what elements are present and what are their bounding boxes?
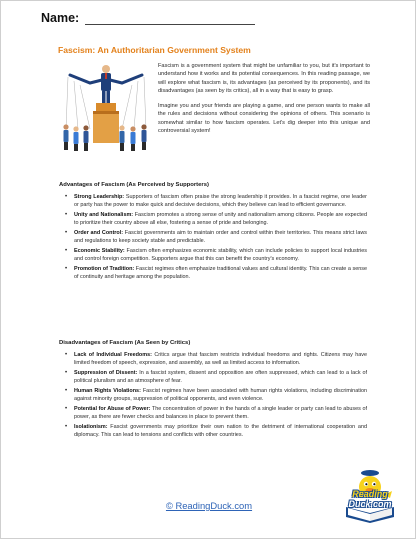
footer-link[interactable]: © ReadingDuck.com xyxy=(165,500,253,511)
list-item: • Potential for Abuse of Power: The concentration of power in the hands of a single leader or party can lead to abuses of power, as there are fewer checks and balances in place to prevent them. xyxy=(65,406,368,420)
advantages-list xyxy=(65,194,367,284)
page-title: Fascism: An Authoritarian Government System xyxy=(58,45,251,55)
reading-duck-logo xyxy=(340,467,400,525)
list-item: • Economic Stability: Fascism often emphasizes economic stability, which can include policies to support local industries and control foreign competition. Supporters argue that this can benefit the country's economy. xyxy=(65,248,367,262)
disadvantages-list xyxy=(65,352,367,442)
intro-text xyxy=(158,62,370,142)
intro-paragraph-2: Imagine you and your friends are playing a game, and one person wants to make all the rules and decisions without considering the opinions of others. This scenario is somewhat similar to how fascism operates. Let's dig deeper into this unique and controversial system! xyxy=(158,103,370,135)
list-item: • Isolationism: Fascist governments may prioritize their own nation to the detriment of international cooperation and diplomacy. This can lead to tensions and conflicts with other countries. xyxy=(65,424,367,438)
list-item: • Unity and Nationalism: Fascism promotes a strong sense of unity and nationalism among citizens. People are expected to prioritize their country above all else, fostering a sense of pride and belonging. xyxy=(65,212,367,226)
puppet-master-illustration xyxy=(60,63,152,151)
list-item: • Human Rights Violations: Fascist regimes have been associated with human rights violations, including discrimination against minority groups, suppression of political opponents, and even violence. xyxy=(65,388,367,402)
advantages-heading: Advantages of Fascism (As Perceived by Supporters) xyxy=(59,182,209,188)
list-item: • Promotion of Tradition: Fascist regimes often emphasize traditional values and cultural identity. This can create a sense of continuity and heritage among the population. xyxy=(65,266,367,280)
disadvantages-heading: Disadvantages of Fascism (As Seen by Critics) xyxy=(59,340,191,346)
name-field: Name : xyxy=(41,11,255,25)
list-item: • Strong Leadership: Supporters of fascism often praise the strong leadership it provides. In a fascist regime, one leader or party has the power to make quick and decisive decisions, which they believe can lead to efficient governance. xyxy=(65,194,367,208)
intro-paragraph-1: Fascism is a government system that might be unfamiliar to you, but it's important to understand how it works and its potential consequences. In this reading passage, we will explore what fascism is, its advantages (as perceived by its proponents), and its disadvantages (as seen by its critics), all in a way that is easy to grasp. xyxy=(158,63,370,94)
list-item: • Order and Control: Fascist governments aim to maintain order and control within their territories. This means strict laws and regulations to keep society stable and predictable. xyxy=(65,230,367,244)
name-blank-line xyxy=(85,14,255,25)
logo-text: Reading Duck.com xyxy=(348,489,392,509)
list-item: • Lack of Individual Freedoms: Critics argue that fascism restricts individual freedoms and rights. Citizens may have limited freedom of speech, expression, and assembly, as well as limited access to information. xyxy=(65,352,367,366)
list-item: • Suppression of Dissent: In a fascist system, dissent and opposition are often suppressed, which can lead to a lack of political pluralism and an atmosphere of fear. xyxy=(65,370,367,384)
name-label: Name xyxy=(41,11,76,25)
